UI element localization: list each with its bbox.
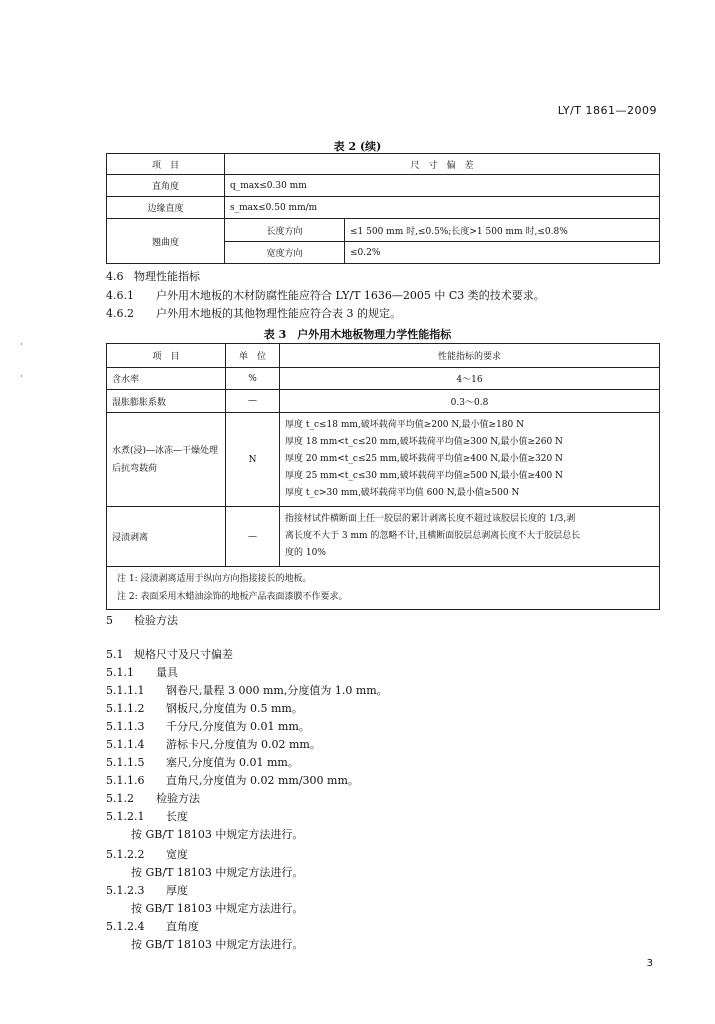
table2-caption: 表 2 (续) — [333, 140, 382, 153]
list-item: 5.1.1.2 钢板尺,分度值为 0.5 mm。 — [106, 702, 303, 715]
scan-mark: · — [20, 372, 23, 381]
table3-cell-item: 湿胀膨胀系数 — [107, 390, 226, 413]
method-heading-thickness: 5.1.2.3 厚度 — [106, 884, 188, 897]
table2-head-item: 项 目 — [107, 154, 225, 175]
list-item: 5.1.1.3 千分尺,分度值为 0.01 mm。 — [106, 720, 310, 733]
method-body-squareness: 按 GB/T 18103 中规定方法进行。 — [131, 938, 304, 951]
table3-cell-item: 浸渍剥离 — [107, 507, 226, 567]
list-item: 5.1.1.5 塞尺,分度值为 0.01 mm。 — [106, 756, 299, 769]
list-item: 5.1.1.6 直角尺,分度值为 0.02 mm/300 mm。 — [106, 774, 359, 787]
list-item: 5.1.1.4 游标卡尺,分度值为 0.02 mm。 — [106, 738, 321, 751]
table2-cell-value: ≤1 500 mm 时,≤0.5%;长度>1 500 mm 时,≤0.8% — [345, 219, 660, 242]
method-body-length: 按 GB/T 18103 中规定方法进行。 — [131, 828, 304, 841]
table3-cell-value: 厚度 t_c≤18 mm,破坏载荷平均值≥200 N,最小值≥180 N 厚度 18 mm<t_c≤20 mm,破坏载荷平均值≥300 N,最小值≥260 N 厚度 20 mm<t_c≤25 mm,破坏载荷平均值≥400 N,最小值≥320 N 厚度 25 mm<t_c≤30 mm,破坏载荷平均值≥500 N,最小值≥400 N 厚度 t_c>30 mm,破坏载荷平均值 600 N,最小值≥500 N — [280, 413, 660, 507]
table2-cell-value: q_max≤0.30 mm — [225, 175, 660, 197]
table3-cell-item: 水煮(浸)—冰冻—干燥处理后抗弯载荷 — [107, 413, 226, 507]
table3-cell-value: 0.3～0.8 — [280, 390, 660, 413]
table3-head-unit: 单 位 — [226, 344, 280, 368]
table3-caption: 表 3 户外用木地板物理力学性能指标 — [263, 328, 452, 341]
method-body-width: 按 GB/T 18103 中规定方法进行。 — [131, 866, 304, 879]
table3-cell-value: 4～16 — [280, 368, 660, 390]
table3 — [106, 343, 660, 610]
table3-cell-item: 含水率 — [107, 368, 226, 390]
table-row — [107, 390, 660, 413]
standard-number: LY/T 1861—2009 — [557, 104, 657, 117]
table3-notes — [107, 567, 660, 610]
table2-cell-value: s_max≤0.50 mm/m — [225, 197, 660, 219]
table3-note-1: 注 1: 浸渍剥离适用于纵向方向指接接长的地板。 — [117, 574, 312, 584]
method-heading-width: 5.1.2.2 宽度 — [106, 848, 188, 861]
table2-cell-direction: 长度方向 — [225, 219, 345, 242]
table-row — [107, 368, 660, 390]
section-5-1-2-heading: 5.1.2 检验方法 — [106, 792, 200, 805]
paragraph-4-6-2: 4.6.2 户外用木地板的其他物理性能应符合表 3 的规定。 — [106, 307, 401, 320]
scan-mark: · — [20, 340, 23, 349]
method-body-thickness: 按 GB/T 18103 中规定方法进行。 — [131, 902, 304, 915]
table3-head-requirement: 性能指标的要求 — [280, 344, 660, 368]
method-heading-squareness: 5.1.2.4 直角度 — [106, 920, 199, 933]
table2-cell-item: 翘曲度 — [107, 219, 225, 264]
list-item: 5.1.1.1 钢卷尺,量程 3 000 mm,分度值为 1.0 mm。 — [106, 684, 388, 697]
table3-cell-unit: — — [226, 507, 280, 567]
method-heading-length: 5.1.2.1 长度 — [106, 810, 188, 823]
section-5-1-heading: 5.1 规格尺寸及尺寸偏差 — [106, 648, 233, 661]
table3-note-2: 注 2: 表面采用木蜡油涂饰的地板产品表面漆膜不作要求。 — [117, 592, 348, 602]
table3-cell-unit: — — [226, 390, 280, 413]
table3-cell-unit: % — [226, 368, 280, 390]
page-number: 3 — [646, 958, 653, 969]
table-row — [107, 567, 660, 610]
table3-head-item: 项 目 — [107, 344, 226, 368]
section-4-6-heading: 4.6 物理性能指标 — [106, 270, 200, 283]
table-row — [107, 219, 660, 242]
table2-cell-value: ≤0.2% — [345, 242, 660, 264]
table3-cell-unit: N — [226, 413, 280, 507]
table-row — [107, 413, 660, 507]
table-row — [107, 507, 660, 567]
table2-head-deviation: 尺 寸 偏 差 — [225, 154, 660, 175]
table3-cell-value: 指接材试件横断面上任一胶层的累计剥离长度不超过该胶层长度的 1/3,剥 离长度不大于 3 mm 的忽略不计,且横断面胶层总剥离长度不大于胶层总长 度的 10% — [280, 507, 660, 567]
table-row — [107, 197, 660, 219]
paragraph-4-6-1: 4.6.1 户外用木地板的木材防腐性能应符合 LY/T 1636—2005 中 C3 类的技术要求。 — [106, 289, 545, 302]
table2 — [106, 153, 660, 264]
table2-cell-direction: 宽度方向 — [225, 242, 345, 264]
table2-cell-item: 边缘直度 — [107, 197, 225, 219]
section-5-heading: 5 检验方法 — [106, 614, 178, 627]
section-5-1-1-heading: 5.1.1 量具 — [106, 666, 178, 679]
table-row — [107, 175, 660, 197]
table2-cell-item: 直角度 — [107, 175, 225, 197]
